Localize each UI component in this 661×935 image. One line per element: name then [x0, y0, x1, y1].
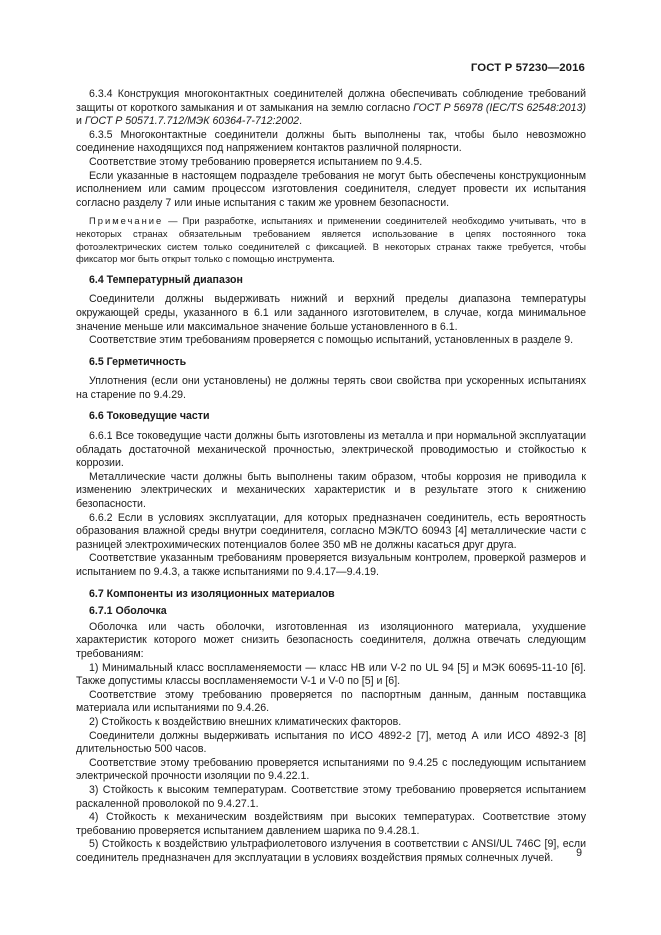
list-item: 2) Стойкость к воздействию внешних климатических факторов. — [89, 715, 402, 728]
paragraph: Соединители должны выдерживать испытания по ИСО 4892-2 [7], метод А или ИСО 4892-3 [8] длительностью 500 часов. — [76, 729, 586, 756]
paragraph: Соединители должны выдерживать нижний и верхний пределы диапазона температуры окружающей среды, указанного в 6.1 или заданного изготовителем, в случае, когда минимальное значение меньше или максимальное значение больше установленного в 6.1. — [76, 293, 586, 333]
clause-6-3-5: 6.3.5 Многоконтактные соединители должны быть выполнены так, чтобы было невозможно соединение находящихся под напряжением контактов различной полярности. — [76, 128, 586, 155]
paragraph: Соответствие этому требованию проверяется испытаниями по 9.4.25 с последующим испытанием электрической прочности изоляции по 9.4.22.1. — [76, 756, 586, 783]
standard-header: ГОСТ Р 57230—2016 — [470, 62, 585, 74]
paragraph: Соответствие этому требованию проверяется испытанием по 9.4.5. — [89, 155, 423, 168]
document-body — [76, 88, 586, 865]
page-number: 9 — [576, 847, 582, 859]
list-item: 1) Минимальный класс воспламеняемости — класс НВ или V-2 по UL 94 [5] и МЭК 60695-11-10 [6]. Также допустимы классы воспламеняемости V-1 и V-0 по [5] и [6]. — [76, 661, 586, 688]
paragraph: Оболочка или часть оболочки, изготовленная из изоляционного материала, ухудшение характеристик которого может снизить безопасность соединителя, должна отвечать следующим требованиям: — [76, 620, 586, 660]
list-item: 3) Стойкость к высоким температурам. Соответствие этому требованию проверяется испытанием раскаленной проволокой по 9.4.27.1. — [76, 783, 586, 810]
paragraph: Если указанные в настоящем подразделе требования не могут быть обеспечены конструкционным исполнением или самим процессом изготовления соединителя, следует провести их испытания согласно разделу 7 или иные испытания с таким же уровнем безопасности. — [76, 169, 586, 209]
section-heading-6-4: 6.4 Температурный диапазон — [89, 273, 243, 286]
subsection-heading-6-7-1: 6.7.1 Оболочка — [89, 605, 167, 618]
paragraph: Соответствие этим требованиям проверяется с помощью испытаний, установленных в разделе 9. — [89, 334, 574, 347]
note: Примечание — При разработке, испытаниях и применении соединителей необходимо учитывать, что в некоторых странах обязательным требованием является использование в цепях постоянного тока фотоэлектрических систем только соединителей с фиксацией. В некоторых странах также требуется, чтобы фиксатор мог быть открыт только с помощью инструмента. — [76, 215, 586, 265]
section-heading-6-5: 6.5 Герметичность — [89, 355, 187, 368]
paragraph: Соответствие этому требованию проверяется по паспортным данным, данным поставщика материала или испытаниями по 9.4.26. — [76, 688, 586, 715]
paragraph: Уплотнения (если они установлены) не должны терять свои свойства при ускоренных испытаниях на старение по 9.4.29. — [76, 375, 586, 401]
note-label: Примечание — [89, 215, 164, 227]
clause-6-6-1: 6.6.1 Все токоведущие части должны быть изготовлены из металла и при нормальной эксплуатации обладать достаточной механической прочностью, электрической проводимостью и стойкостью к коррозии. — [76, 430, 586, 470]
clause-6-3-4: 6.3.4 Конструкция многоконтактных соединителей должна обеспечивать соблюдение требований защиты от короткого замыкания и от замыкания на землю согласно ГОСТ Р 56978 (IEC/TS 62548:2013) и ГОСТ Р 50571.7.712/МЭК 60364-7-712:2002. — [76, 88, 586, 128]
list-item: 4) Стойкость к механическим воздействиям при высоких температурах. Соответствие этому требованию проверяется испытанием давлением шарика по 9.4.28.1. — [76, 811, 586, 837]
list-item: 5) Стойкость к воздействию ультрафиолетового излучения в соответствии с ANSI/UL 746C [9], если соединитель предназначен для эксплуатации в условиях воздействия прямых солнечных лучей. — [76, 838, 586, 864]
clause-6-6-2: 6.6.2 Если в условиях эксплуатации, для которых предназначен соединитель, есть вероятность образования влажной среды внутри соединителя, согласно МЭК/ТО 60943 [4] металлические части с разницей электрохимических потенциалов более 350 мВ не должны касаться друг друга. — [76, 511, 586, 551]
paragraph: Соответствие указанным требованиям проверяется визуальным контролем, проверкой размеров и испытанием по 9.4.3, а также испытаниями по 9.4.17—9.4.19. — [76, 552, 586, 578]
paragraph: Металлические части должны быть выполнены таким образом, чтобы коррозия не приводила к изменению электрических и механических характеристик и в результате этого к снижению безопасности. — [76, 470, 586, 511]
section-heading-6-7: 6.7 Компоненты из изоляционных материалов — [89, 587, 335, 600]
reference-gost-50571: ГОСТ Р 50571.7.712/МЭК 60364-7-712:2002 — [84, 115, 300, 128]
section-heading-6-6: 6.6 Токоведущие части — [89, 410, 210, 423]
note-text: При разработке, испытаниях и применении соединителей необходимо учитывать, что в некоторых странах обязательным требованием является использование в цепях постоянного тока фотоэлектрических систем только соединителей с фиксацией. В некоторых странах также требуется, чтобы фиксатор мог быть открыт только с помощью инструмента. — [76, 215, 586, 265]
reference-gost-56978: ГОСТ Р 56978 (IEC/TS 62548:2013) — [413, 101, 586, 114]
